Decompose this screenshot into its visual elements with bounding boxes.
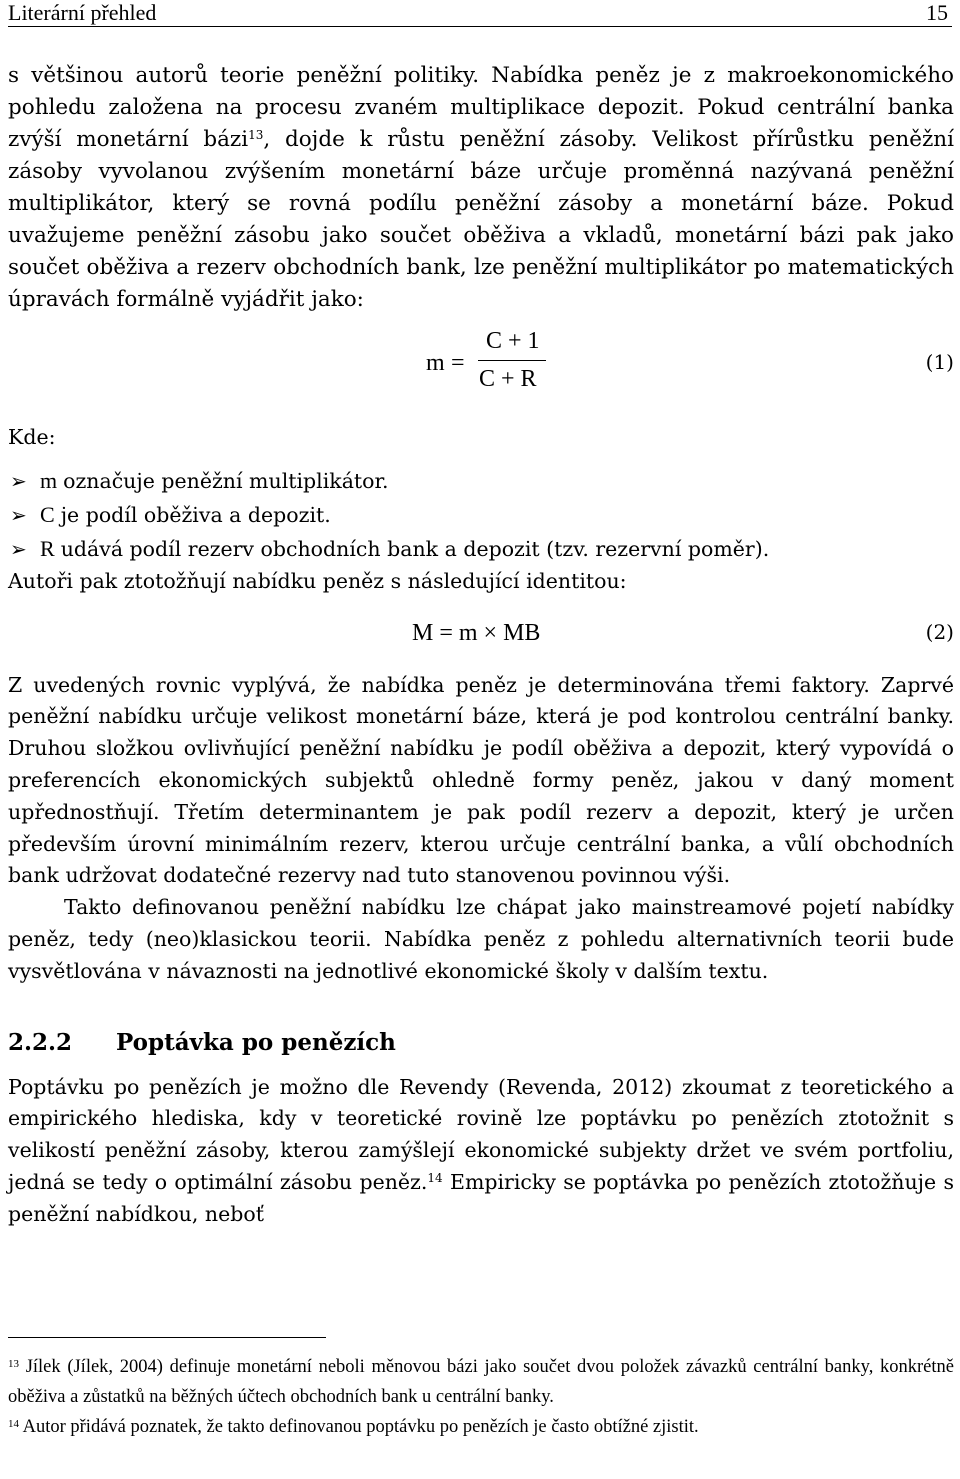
section-title: Poptávka po penězích xyxy=(116,1028,396,1056)
equation-number-1: (1) xyxy=(925,350,954,374)
footnote-13: $^{13}$ Jílek (Jílek, 2004) definuje monetární neboli měnovou bázi jako součet dvou položek závazků centrální banky, konkrétně oběživa a zůstatků na běžných účtech obchodních bank u centrální banky. xyxy=(8,1357,954,1407)
paragraph-money-supply: s většinou autorů teorie peněžní politiky. Nabídka peněz je z makroekonomického pohledu založena na procesu zvaném multiplikace depozit. Pokud centrální banka zvýší monetární bázi$^{13}$, dojde k růstu peněžní zásoby. Velikost přírůstku peněžní zásoby vyvolanou zvýšením monetární báze určuje proměnná nazývaná peněžní multiplikátor, který se rovná podílu peněžní zásoby a monetární báze. Pokud uvažujeme peněžní zásobu jako součet oběživa a vkladů, monetární bázi pak jako součet oběživa a rezerv obchodních bank, lze peněžní multiplikátor po matematických úpravách formálně vyjádřit jako: xyxy=(8,63,955,312)
arrow-bullet-icon: ➢ xyxy=(10,536,27,561)
arrow-bullet-icon: ➢ xyxy=(10,468,27,493)
footnote-separator xyxy=(8,1337,326,1338)
paragraph-mainstream: Takto definovanou peněžní nabídku lze chápat jako mainstreamové pojetí nabídky peněz, tedy (neo)klasickou teorii. Nabídka peněz z pohledu alternativních teorii bude vysvětlována v návaznosti na jednotlivé ekonomické školy v dalším textu. xyxy=(8,895,954,983)
arrow-bullet-icon: ➢ xyxy=(10,502,27,527)
footnote-ref-14[interactable]: 14 xyxy=(427,1170,443,1185)
paragraph-factors: Z uvedených rovnic vyplývá, že nabídka peněz je determinována třemi faktory. Zaprvé peněžní nabídku určuje velikost monetární báze, která je pod kontrolou centrální banky. Druhou složkou ovlivňující peněžní nabídku je podíl oběživa a depozit, který vypovídá o preferencích ekonomických subjektů ohledně formy peněz, jakou v daný moment upřednostňují. Třetím determinantem je pak podíl rezerv a depozit, který je určen především úrovní minimálním rezerv, kterou určuje centrální banka, a vůlí obchodních bank udržovat dodatečné rezervy nad tuto stanovenou povinnou výši. xyxy=(8,672,954,888)
where-label: Kde: xyxy=(8,425,56,449)
section-number: 2.2.2 xyxy=(8,1028,73,1056)
eq1-denominator: C + R xyxy=(479,366,537,392)
running-title: Literární přehled xyxy=(8,0,157,25)
eq1-numerator: C + 1 xyxy=(486,328,540,354)
eq2-expression: M = m × MB xyxy=(412,619,541,646)
section-heading xyxy=(8,1026,954,1060)
eq1-equals: = xyxy=(451,350,465,376)
list-item: ➢ m označuje peněžní multiplikátor. xyxy=(8,464,954,498)
paragraph-identity: Autoři pak ztotožňují nabídku peněz s následující identitou: xyxy=(8,568,627,593)
equation-2 xyxy=(8,598,954,670)
footnote-14: $^{14}$ Autor přidává poznatek, že takto definovanou poptávku po penězích je často obtížné zjistit. xyxy=(8,1417,699,1437)
fraction-bar xyxy=(478,360,546,361)
page-number: 15 xyxy=(926,0,948,25)
page-body xyxy=(8,60,954,1231)
eq1-lhs: m xyxy=(426,350,445,376)
equation-number-2: (2) xyxy=(925,619,954,644)
variable-list xyxy=(8,464,954,566)
paragraph-money-demand: Poptávku po penězích je možno dle Revendy (Revenda, 2012) zkoumat z teoretického a empirického hlediska, kdy v teoretické rovině lze poptávku po penězích ztotožnit s velikostí peněžní zásoby, kterou zamýšlejí ekonomické subjekty držet ve svém portfoliu, jedná se tedy o optimální zásobu peněz.$^{14}$ Empiricky se poptávka po penězích ztotožňuje s peněžní nabídkou, neboť xyxy=(8,1074,955,1226)
footnote-ref-13[interactable]: 13 xyxy=(248,128,264,142)
page-header xyxy=(8,0,952,27)
list-item: ➢ C je podíl oběživa a depozit. xyxy=(8,498,954,532)
equation-1 xyxy=(8,316,954,428)
footnotes xyxy=(8,1352,954,1442)
list-item: ➢ R udává podíl rezerv obchodních bank a depozit (tzv. rezervní poměr). xyxy=(8,532,954,566)
